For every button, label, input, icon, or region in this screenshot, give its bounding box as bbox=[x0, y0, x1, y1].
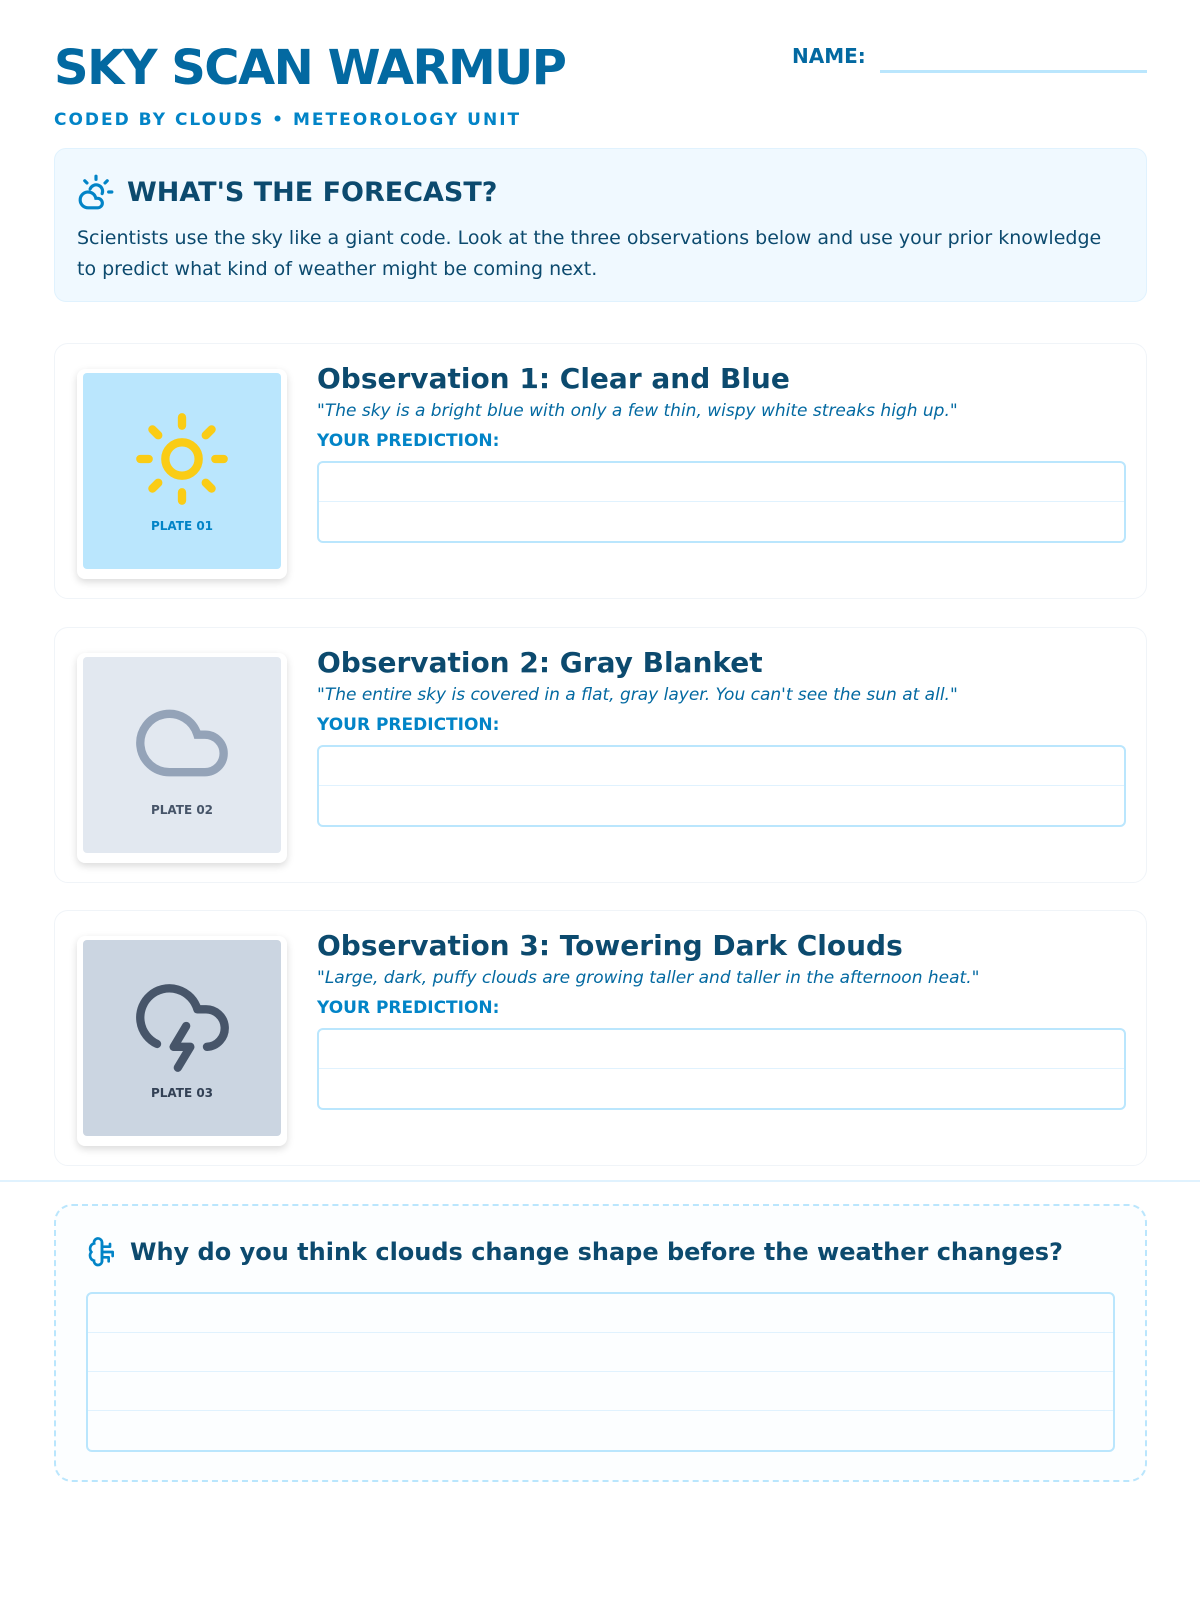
prediction-label: YOUR PREDICTION: bbox=[317, 431, 500, 451]
page-subtitle: CODED BY CLOUDS • METEOROLOGY UNIT bbox=[54, 110, 522, 130]
observation-title: Observation 1: Clear and Blue bbox=[317, 362, 790, 395]
sun-icon bbox=[132, 409, 232, 509]
reflection-question: Why do you think clouds change shape before the weather changes? bbox=[130, 1238, 1063, 1266]
observation-card-3 bbox=[54, 910, 1147, 1166]
page-title: SKY SCAN WARMUP bbox=[54, 40, 566, 96]
name-field[interactable] bbox=[880, 70, 1147, 73]
prediction-answer-field[interactable] bbox=[317, 745, 1126, 827]
observation-quote: "The sky is a bright blue with only a few thin, wispy white streaks high up." bbox=[317, 401, 958, 421]
cloud-sun-icon bbox=[77, 173, 115, 211]
observation-title: Observation 3: Towering Dark Clouds bbox=[317, 929, 903, 962]
plate-3 bbox=[77, 936, 287, 1146]
observation-quote: "Large, dark, puffy clouds are growing taller and taller in the afternoon heat." bbox=[317, 968, 980, 988]
prediction-answer-field[interactable] bbox=[317, 1028, 1126, 1110]
name-label: NAME: bbox=[792, 44, 866, 68]
plate-2 bbox=[77, 653, 287, 863]
cloud-icon bbox=[132, 693, 232, 793]
cloud-lightning-icon bbox=[132, 976, 232, 1076]
intro-heading: WHAT'S THE FORECAST? bbox=[127, 176, 498, 208]
prediction-answer-field[interactable] bbox=[317, 461, 1126, 543]
observation-title: Observation 2: Gray Blanket bbox=[317, 646, 763, 679]
intro-box bbox=[54, 148, 1147, 302]
observation-quote: "The entire sky is covered in a flat, gray layer. You can't see the sun at all." bbox=[317, 685, 958, 705]
prediction-label: YOUR PREDICTION: bbox=[317, 715, 500, 735]
observation-card-1 bbox=[54, 343, 1147, 599]
plate-1 bbox=[77, 369, 287, 579]
brain-icon bbox=[86, 1236, 118, 1268]
plate-label: PLATE 03 bbox=[150, 1086, 214, 1100]
intro-text: Scientists use the sky like a giant code. Look at the three observations below and use your prior knowledge to predict what kind of weather might be coming next. bbox=[77, 227, 1102, 280]
reflection-answer-field[interactable] bbox=[86, 1292, 1115, 1452]
plate-label: PLATE 02 bbox=[150, 803, 214, 817]
observation-card-2 bbox=[54, 627, 1147, 883]
reflection-box bbox=[54, 1204, 1147, 1482]
prediction-label: YOUR PREDICTION: bbox=[317, 998, 500, 1018]
section-divider bbox=[0, 1180, 1200, 1182]
plate-label: PLATE 01 bbox=[150, 519, 214, 533]
